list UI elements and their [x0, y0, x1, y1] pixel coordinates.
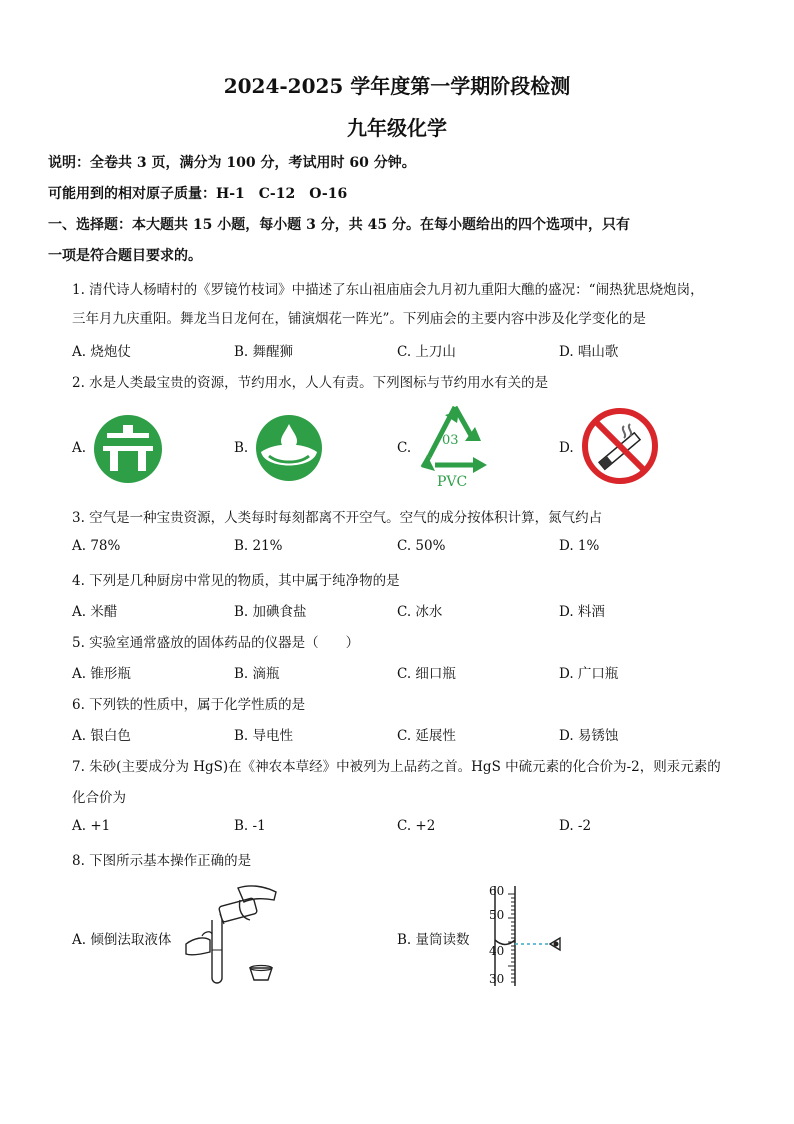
- energy-saving-icon: [93, 414, 163, 484]
- q7-stem-line1: 7. 朱砂(主要成分为 HgS)在《神农本草经》中被列为上品药之首。HgS 中硫元素的化合价为-2，则汞元素的: [72, 759, 721, 775]
- q7-option-d: D. -2: [559, 818, 592, 834]
- q5-stem: 5. 实验室通常盛放的固体药品的仪器是（ ）: [72, 635, 360, 651]
- q2-option-a: A.: [72, 440, 87, 456]
- q3-option-b: B. 21%: [234, 538, 283, 554]
- q7-option-b: B. -1: [234, 818, 266, 834]
- section-heading-line2: 一项是符合题目要求的。: [48, 248, 202, 264]
- cylinder-tick-40: 40: [489, 944, 505, 958]
- q2-option-b: B.: [234, 440, 249, 456]
- q1-option-b: B. 舞醒狮: [234, 344, 294, 360]
- q5-option-a: A. 锥形瓶: [72, 666, 131, 682]
- pouring-liquid-illustration: [180, 880, 290, 990]
- recycle-label: PVC: [437, 474, 468, 490]
- q8-option-b: B. 量筒读数: [397, 932, 470, 948]
- section-heading-line1: 一、选择题：本大题共 15 小题，每小题 3 分，共 45 分。在每小题给出的四个选项中，只有: [48, 217, 630, 233]
- q4-option-a: A. 米醋: [72, 604, 118, 620]
- q5-option-c: C. 细口瓶: [397, 666, 456, 682]
- q2-option-d: D.: [559, 440, 574, 456]
- q6-option-a: A. 银白色: [72, 728, 131, 744]
- q3-option-c: C. 50%: [397, 538, 446, 554]
- q4-option-c: C. 冰水: [397, 604, 443, 620]
- q6-option-b: B. 导电性: [234, 728, 294, 744]
- cylinder-tick-50: 50: [489, 908, 505, 922]
- q5-option-b: B. 滴瓶: [234, 666, 280, 682]
- q6-stem: 6. 下列铁的性质中，属于化学性质的是: [72, 697, 306, 713]
- q1-option-d: D. 唱山歌: [559, 344, 619, 360]
- cylinder-tick-30: 30: [489, 972, 505, 986]
- no-smoking-icon: [580, 406, 660, 486]
- q3-option-d: D. 1%: [559, 538, 600, 554]
- atomic-masses: 可能用到的相对原子质量：H-1 C-12 O-16: [48, 186, 348, 202]
- q7-option-c: C. +2: [397, 818, 436, 834]
- instructions: 说明：全卷共 3 页，满分为 100 分，考试用时 60 分钟。: [48, 155, 416, 171]
- q2-option-c: C.: [397, 440, 412, 456]
- exam-title: 2024-2025 学年度第一学期阶段检测: [223, 74, 571, 98]
- q4-option-b: B. 加碘食盐: [234, 604, 307, 620]
- q8-stem: 8. 下图所示基本操作正确的是: [72, 853, 252, 869]
- q1-option-c: C. 上刀山: [397, 344, 456, 360]
- q1-stem-line2: 三年月九庆重阳。舞龙当日龙何在，铺演烟花一阵光”。下列庙会的主要内容中涉及化学变化的是: [72, 311, 646, 327]
- q7-option-a: A. +1: [72, 818, 111, 834]
- q3-option-a: A. 78%: [72, 538, 121, 554]
- q8-option-a: A. 倾倒法取液体: [72, 932, 172, 948]
- q6-option-c: C. 延展性: [397, 728, 456, 744]
- q1-option-a: A. 烧炮仗: [72, 344, 131, 360]
- q6-option-d: D. 易锈蚀: [559, 728, 619, 744]
- q7-stem-line2: 化合价为: [72, 790, 126, 806]
- q3-stem: 3. 空气是一种宝贵资源，人类每时每刻都离不开空气。空气的成分按体积计算，氮气约占: [72, 510, 603, 526]
- cylinder-tick-60: 60: [489, 884, 505, 898]
- q4-option-d: D. 料酒: [559, 604, 605, 620]
- q5-option-d: D. 广口瓶: [559, 666, 619, 682]
- exam-subtitle: 九年级化学: [347, 116, 447, 140]
- water-saving-icon: [255, 414, 323, 482]
- q1-stem-line1: 1. 清代诗人杨晴村的《罗镜竹枝词》中描述了东山祖庙庙会九月初九重阳大醮的盛况：“闹热犹思烧炮岗，: [72, 282, 704, 298]
- recycle-number: 03: [442, 433, 459, 448]
- q4-stem: 4. 下列是几种厨房中常见的物质，其中属于纯净物的是: [72, 573, 400, 589]
- q2-stem: 2. 水是人类最宝贵的资源，节约用水，人人有责。下列图标与节约用水有关的是: [72, 375, 549, 391]
